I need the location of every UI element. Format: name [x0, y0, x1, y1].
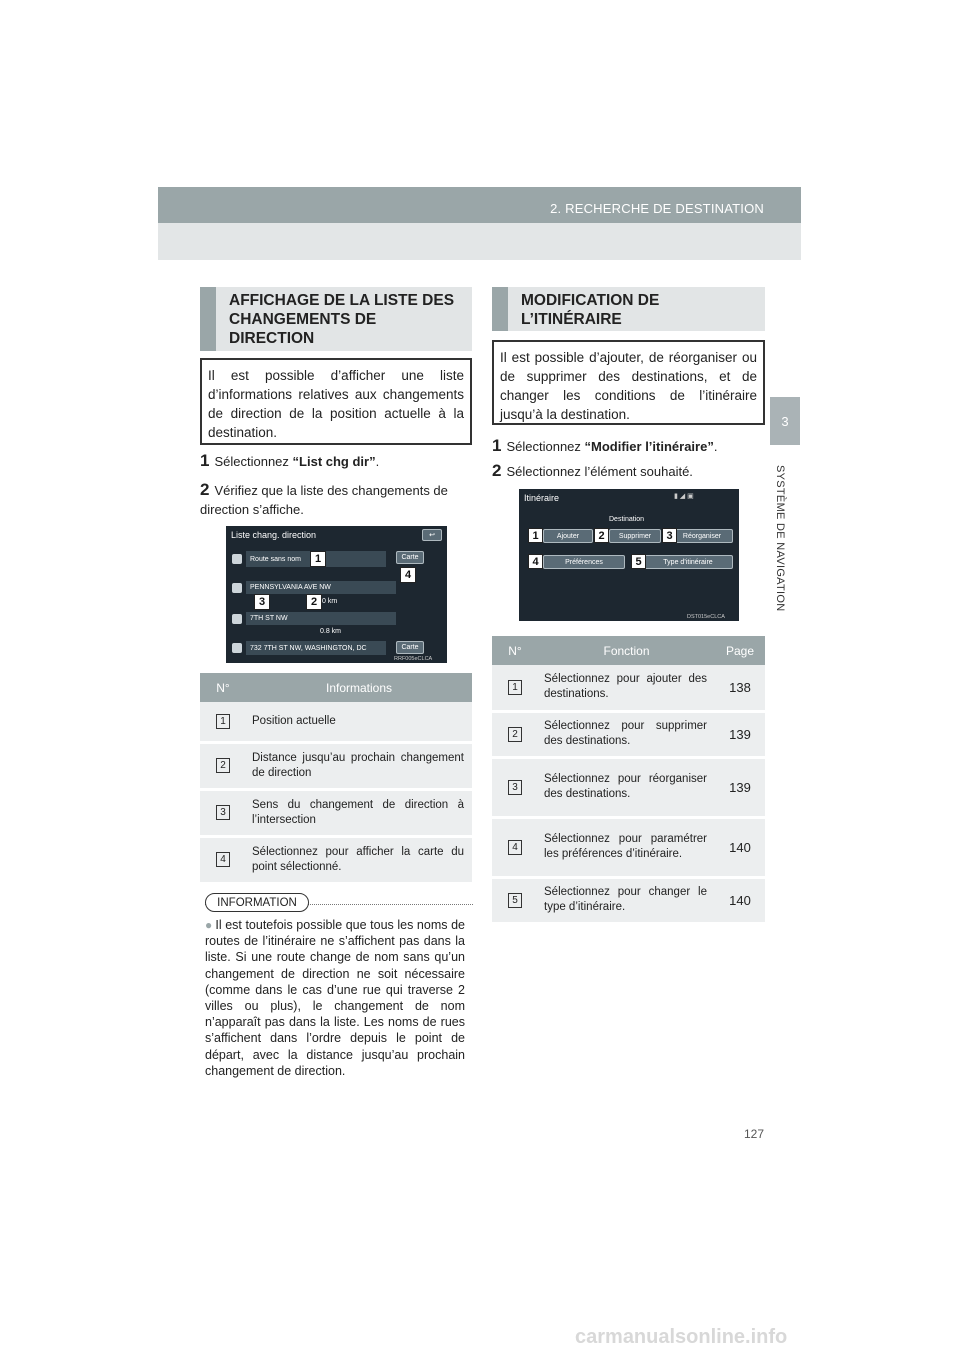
bullet-icon: ●: [205, 918, 213, 932]
function-table: [492, 636, 765, 925]
col-header-function: Fonction: [538, 636, 715, 665]
destination-label: Destination: [609, 516, 645, 523]
callout-2: 2: [306, 594, 322, 610]
watermark: carmanualsonline.info: [575, 1326, 788, 1348]
image-code: RRF005eCLCA: [394, 656, 433, 662]
reorganize-button: Réorganiser: [671, 529, 733, 543]
chapter-label: SYSTÈME DE NAVIGATION: [774, 465, 786, 612]
position-icon: [232, 554, 242, 564]
back-icon: ↩: [422, 529, 442, 541]
table-row: 4 Sélectionnez pour paramétrer les préférences d’itinéraire. 140: [492, 817, 765, 877]
table-row: 4 Sélectionnez pour afficher la carte du point sélectionné.: [200, 836, 472, 883]
map-button-2: Carte: [396, 641, 424, 654]
table-row: 1 Sélectionnez pour ajouter des destinations. 138: [492, 665, 765, 711]
turn-right-icon: [232, 614, 242, 624]
header-subbar: [158, 223, 801, 260]
preferences-button: Préférences: [543, 555, 625, 569]
map-button-1: Carte: [396, 551, 424, 564]
distance-1: 0 km: [322, 598, 338, 605]
chapter-tab: 3: [770, 397, 800, 445]
info-label: INFORMATION: [205, 893, 309, 912]
callout-1: 1: [310, 551, 326, 567]
street-row-2: 7TH ST NW: [246, 612, 396, 625]
info-text: ● Il est toutefois possible que tous les noms de routes de l’itinéraire ne s’affichent pas dans la liste. Si une route change de nom sans qu’un changement de direction ne soit nécessaire (comme dans le cas d’une rue qui traverse 2 villes ou plus), le changement de nom n’apparaît pas dans la liste. Les noms de rues s’affichent dans l’ordre depuis le point de départ, avec la distance jusqu’au prochain changement de direction.: [205, 918, 465, 1078]
delete-button: Supprimer: [609, 529, 661, 543]
col-header-page: Page: [715, 636, 765, 665]
table-row: 1 Position actuelle: [200, 702, 472, 742]
callout-5: 5: [631, 554, 646, 569]
page-number: 127: [744, 1127, 765, 1141]
turn-left-icon: [232, 583, 242, 593]
table-row: 2 Sélectionnez pour supprimer des destinations. 139: [492, 711, 765, 757]
street-row-1: PENNSYLVANIA AVE NW: [246, 581, 396, 594]
col-header-num: N°: [200, 673, 246, 702]
left-step-1: 1 Sélectionnez “List chg dir”.: [200, 451, 380, 470]
col-header-info: Informations: [246, 673, 472, 702]
route-type-button: Type d’itinéraire: [643, 555, 733, 569]
left-section-heading: AFFICHAGE DE LA LISTE DES CHANGEMENTS DE DIRECTION: [200, 287, 472, 351]
callout-1: 1: [528, 528, 543, 543]
right-step-2: 2 Sélectionnez l’élément souhaité.: [492, 461, 693, 480]
table-row: 2 Distance jusqu’au prochain changement de direction: [200, 742, 472, 789]
table-row: 5 Sélectionnez pour changer le type d’itinéraire. 140: [492, 877, 765, 923]
col-header-num: N°: [492, 636, 538, 665]
current-road-row: Route sans nom: [246, 551, 386, 567]
right-intro-box: Il est possible d’ajouter, de réorganiser ou de supprimer des destinations, et de changer les conditions de l’itinéraire jusqu’à la destination.: [492, 340, 765, 425]
callout-4: 4: [400, 567, 416, 583]
table-row: 3 Sélectionnez pour réorganiser des destinations. 139: [492, 757, 765, 817]
callout-3: 3: [662, 528, 677, 543]
callout-2: 2: [594, 528, 609, 543]
right-step-1: 1 Sélectionnez “Modifier l’itinéraire”.: [492, 436, 718, 455]
distance-2: 0.8 km: [320, 628, 342, 635]
left-intro-box: Il est possible d’afficher une liste d’informations relatives aux changements de direction de la position actuelle à la destination.: [200, 358, 472, 445]
turn-list-screenshot: [226, 526, 447, 663]
right-section-heading: MODIFICATION DE L’ITINÉRAIRE: [492, 287, 765, 331]
destination-icon: [232, 643, 242, 653]
table-row: 3 Sens du changement de direction à l’intersection: [200, 789, 472, 836]
destination-row: 732 7TH ST NW, WASHINGTON, DC: [246, 641, 386, 655]
callout-3: 3: [254, 594, 270, 610]
callout-4: 4: [528, 554, 543, 569]
section-title: 2. RECHERCHE DE DESTINATION: [550, 201, 764, 216]
status-icons: ▮ ◢ ▣: [674, 493, 694, 500]
info-table: [200, 673, 472, 885]
add-button: Ajouter: [543, 529, 593, 543]
screen-title: Itinéraire: [524, 493, 560, 503]
image-code: DST015eCLCA: [687, 614, 725, 620]
route-screenshot: [519, 489, 739, 621]
left-step-2: 2 Vérifiez que la liste des changements de direction s’affiche.: [200, 480, 448, 517]
screen-title: Liste chang. direction: [231, 530, 317, 540]
